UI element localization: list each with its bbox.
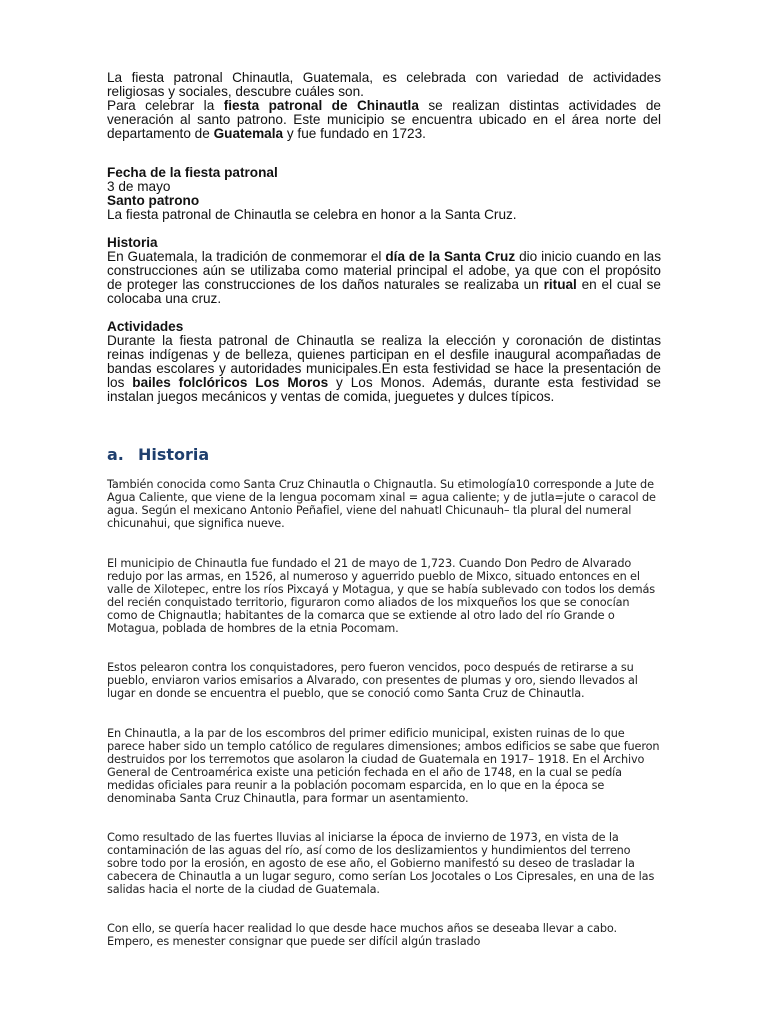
section-number: a. <box>107 445 124 464</box>
section-heading <box>107 445 661 465</box>
actividades-label: Actividades <box>107 319 184 334</box>
bold-fiesta: fiesta patronal de Chinautla <box>223 97 419 113</box>
fecha-block <box>107 166 661 222</box>
body-paragraph: En Chinautla, a la par de los escombros del primer edificio municipal, existen ruinas de lo que parece haber sido un templo católico de regulares dimensiones; ambos edificios se sabe que fueron destruidos por los terremotos que asolaron la ciudad de Guatemala en 1917– 1918. En el Archivo General de Centroamérica existe una petición fechada en el año de 1748, en la cual se pedía medidas oficiales para reunir a la población pocomam esparcida, en lo que en la época se denominaba Santa Cruz Chinautla, para formar un asentamiento. <box>107 727 660 806</box>
historia-label: Historia <box>107 235 158 250</box>
fecha-value: 3 de mayo <box>107 178 171 194</box>
intro-paragraph: Para celebrar la fiesta patronal de Chinautla se realizan distintas actividades de veneración al santo patrono. Este municipio se encuentra ubicado en el área norte del departamento de Guatemala y fue fundado en 1723. <box>107 97 661 141</box>
santo-value: La fiesta patronal de Chinautla se celebra en honor a la Santa Cruz. <box>107 206 517 222</box>
body-paragraph: El municipio de Chinautla fue fundado el 21 de mayo de 1,723. Cuando Don Pedro de Alvarado redujo por las armas, en 1526, al numeroso y aguerrido pueblo de Mixco, situado entonces en el valle de Xilotepec, entre los ríos Pixcayá y Motagua, y que se había sublevado con todos los demás del recién conquistado territorio, figuraron como aliados de los mixqueños los que se conocían como de Chignautla; habitantes de la comarca que se extiende al otro lado del río Grande o Motagua, poblada de hombres de la etnia Pocomam. <box>107 557 655 636</box>
body-paragraph: Estos pelearon contra los conquistadores, pero fueron vencidos, poco después de retirarse a su pueblo, enviaron varios emisarios a Alvarado, con presentes de plumas y oro, siendo llevados al lugar en donde se encuentra el pueblo, que se conoció como Santa Cruz de Chinautla. <box>107 661 638 701</box>
actividades-block <box>107 320 661 403</box>
intro-line: La fiesta patronal Chinautla, Guatemala, es celebrada con variedad de actividades religiosas y sociales, descubre cuáles son. <box>107 70 661 99</box>
bold-guatemala: Guatemala <box>213 125 284 141</box>
intro-block <box>107 71 661 141</box>
fecha-label: Fecha de la fiesta patronal <box>107 165 278 180</box>
historia-short-block <box>107 236 661 306</box>
actividades-text: Durante la fiesta patronal de Chinautla se realiza la elección y coronación de distintas reinas indígenas y de belleza, quienes participan en el desfile inaugural acompañadas de bandas escolares y autoridades municipales.En esta festividad se hace la presentación de los bailes folclóricos Los Moros y Los Monos. Además, durante esta festividad se instalan juegos mecánicos y ventas de comida, jueguetes y dulces típicos. <box>107 332 661 404</box>
body-paragraph: Con ello, se quería hacer realidad lo que desde hace muchos años se deseaba llevar a cabo. Empero, es menester consignar que puede ser difícil algún traslado <box>107 922 617 949</box>
historia-text: En Guatemala, la tradición de conmemorar el día de la Santa Cruz dio inicio cuando en las construcciones aún se utilizaba como material principal el adobe, ya que con el propósito de proteger las construcciones de los daños naturales se realizaba un ritual en el cual se colocaba una cruz. <box>107 248 661 306</box>
section-title: Historia <box>138 445 210 464</box>
body-paragraph: Como resultado de las fuertes lluvias al iniciarse la época de invierno de 1973, en vista de la contaminación de las aguas del río, así como de los deslizamientos y hundimientos del terreno sobre todo por la erosión, en agosto de ese año, el Gobierno manifestó su deseo de trasladar la cabecera de Chinautla a un lugar seguro, como serían Los Jocotales o Los Cipresales, en una de las salidas hacia el norte de la ciudad de Guatemala. <box>107 831 655 897</box>
body-paragraph: También conocida como Santa Cruz Chinautla o Chignautla. Su etimología10 corresponde a Jute de Agua Caliente, que viene de la lengua pocomam xinal = agua caliente; y de jutla=jute o caracol de agua. Según el mexicano Antonio Peñafiel, viene del nahuatl Chicunauh– tla plural del numeral chicunahui, que significa nueve. <box>107 478 656 531</box>
santo-label: Santo patrono <box>107 192 200 208</box>
